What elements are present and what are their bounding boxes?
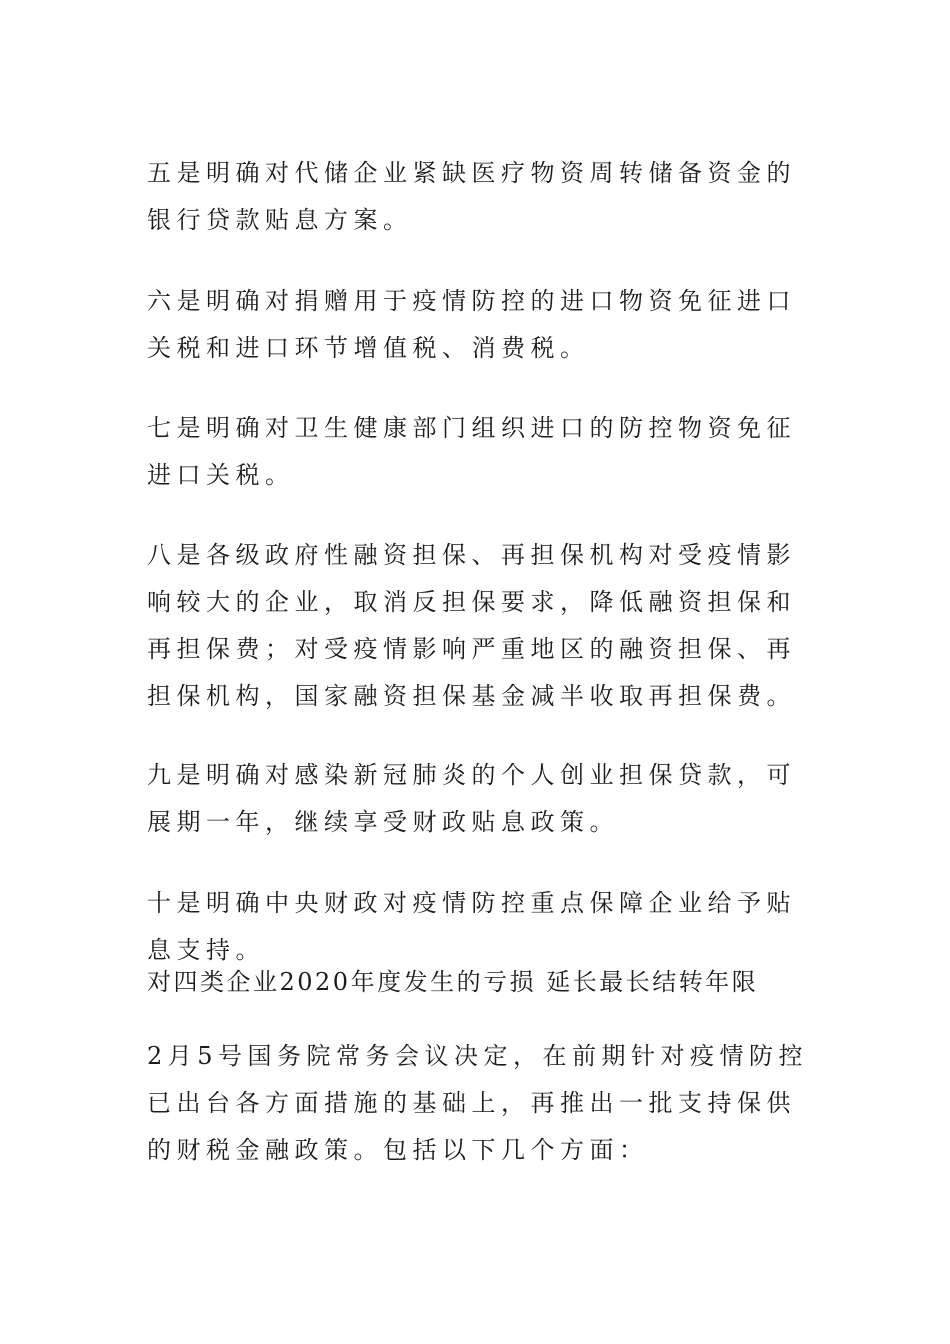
paragraph-item-5: 五是明确对代储企业紧缺医疗物资周转储备资金的银行贷款贴息方案。: [147, 159, 796, 234]
section-heading: 对四类企业2020年度发生的亏损 延长最长结转年限: [147, 968, 759, 996]
paragraph-meeting-decision: 2月5号国务院常务会议决定，在前期针对疫情防控已出台各方面措施的基础上，再推出一批支持保供的财税金融政策。包括以下几个方面：: [147, 1042, 809, 1164]
paragraph-item-7: 七是明确对卫生健康部门组织进口的防控物资免征进口关税。: [147, 414, 796, 489]
paragraph-item-6: 六是明确对捐赠用于疫情防控的进口物资免征进口关税和进口环节增值税、消费税。: [147, 287, 796, 362]
paragraph-item-8: 八是各级政府性融资担保、再担保机构对受疫情影响较大的企业，取消反担保要求，降低融资担保和再担保费；对受疫情影响严重地区的融资担保、再担保机构，国家融资担保基金减半收取再担保费。: [147, 541, 796, 710]
paragraph-item-9: 九是明确对感染新冠肺炎的个人创业担保贷款，可展期一年，继续享受财政贴息政策。: [147, 761, 796, 836]
paragraph-item-10: 十是明确中央财政对疫情防控重点保障企业给予贴息支持。: [147, 889, 796, 964]
